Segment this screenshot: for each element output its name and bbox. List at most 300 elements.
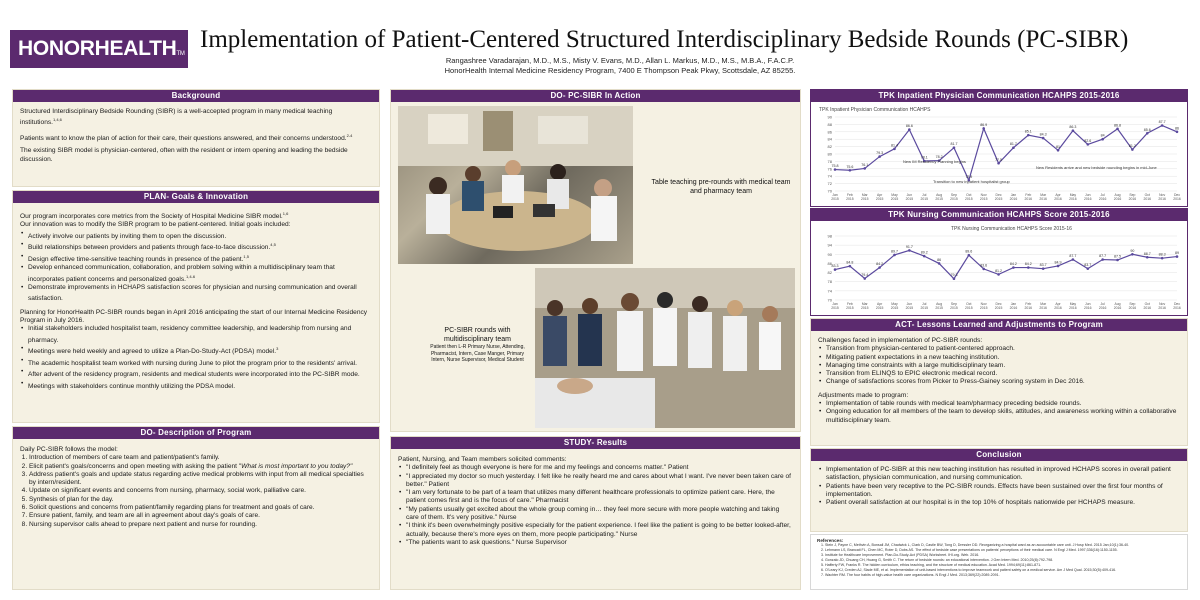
x-tick-label: 2015 <box>875 197 884 201</box>
x-tick-label: Sep <box>1129 302 1136 306</box>
in-action-section <box>390 89 801 432</box>
x-tick-label: 2015 <box>890 306 899 310</box>
list-item: • Patient overall satisfaction at our hospital is in the top 10% of hospitals nationwide per HCHAPS measure. <box>818 499 1180 507</box>
x-tick-label: Nov <box>980 302 987 306</box>
list-item: • "I appreciated my doctor so much yesterday. I felt like he really heard me and cares about what I want. I've never been taken care of better." Patient <box>398 473 793 490</box>
list-item: • "I think it's been overwhelmingly positive especially for the patient experience. I feel like the patient is going to be better looked-after, actually, because there's more eyes on them, more people participating." Nurse <box>398 522 793 539</box>
x-tick-label: Jun <box>1085 302 1091 306</box>
x-tick-label: May <box>891 193 898 197</box>
data-label: 78.2 <box>935 155 943 160</box>
list-item: 5. Synthesis of plan for the day. <box>29 496 372 504</box>
list-item: • The academic hospitalist team worked with nursing during June to pilot the program prior to the residents' arrival. <box>20 357 372 368</box>
list-item: 2. Elicit patient's goals/concerns and open meeting with asking the patient "What is most important to you today?" <box>29 463 372 471</box>
x-tick-label: 2015 <box>979 306 988 310</box>
physician-chart-section <box>810 89 1188 207</box>
x-tick-label: 2016 <box>1084 197 1092 201</box>
list-item: • "I am very fortunate to be part of a team that utilizes many different healthcare professionals to optimize patient care. Here, the patient comes first and is the focus of care." Pharmacist <box>398 489 793 506</box>
x-tick-label: Apr <box>876 302 883 306</box>
data-point <box>893 148 896 151</box>
data-point <box>1131 253 1134 256</box>
x-tick-label: Jun <box>906 193 913 197</box>
x-tick-label: 2015 <box>920 197 928 201</box>
plan-section <box>12 190 380 423</box>
x-tick-label: 2016 <box>1098 306 1107 310</box>
x-tick-label: 2016 <box>1173 306 1181 310</box>
data-label: 75.8 <box>831 164 839 169</box>
annotation-hospitalist-transition: Transition to new inpatient hospitalist group <box>933 179 1010 184</box>
do-description-heading: DO- Description of Program <box>13 427 379 439</box>
data-point <box>1012 146 1015 149</box>
x-tick-label: 2015 <box>846 197 854 201</box>
background-section <box>12 89 380 187</box>
data-point <box>938 262 941 265</box>
x-tick-label: Mar <box>861 302 868 306</box>
y-tick-label: 84 <box>827 136 832 142</box>
list-item: • Patients have been very receptive to the PC-SIBR rounds. Effects have been sustained over the first four months of implementation. <box>818 483 1180 500</box>
data-point <box>863 167 866 170</box>
x-tick-label: Jan <box>1010 193 1017 197</box>
data-point <box>1086 143 1089 146</box>
x-tick-label: Aug <box>936 193 943 197</box>
x-tick-label: 2016 <box>1054 306 1062 310</box>
data-label: 89.2 <box>920 250 928 255</box>
x-tick-label: 2016 <box>1024 306 1033 310</box>
study-section <box>390 436 801 590</box>
data-label: 79.3 <box>950 273 958 278</box>
data-label: 88.7 <box>1143 251 1151 256</box>
x-tick-label: Jul <box>922 193 927 197</box>
data-point <box>908 249 911 252</box>
data-point <box>1176 131 1179 134</box>
bedside-rounds-photo <box>535 268 795 428</box>
data-label: 81.7 <box>1009 142 1017 147</box>
x-tick-label: Feb <box>1025 302 1032 306</box>
y-tick-label: 98 <box>827 233 832 239</box>
caption-bedside-main: PC-SIBR rounds with multidisciplinary team <box>444 327 511 343</box>
x-tick-label: 2016 <box>1024 197 1033 201</box>
data-label: 84.8 <box>846 260 854 265</box>
data-point <box>1027 134 1030 137</box>
list-item: • Implementation of table rounds with medical team/pharmacy preceding bedside rounds. <box>818 400 1180 408</box>
data-label: 87.7 <box>1069 254 1077 259</box>
x-tick-label: 2015 <box>935 306 943 310</box>
x-tick-label: Jul <box>1100 193 1105 197</box>
x-tick-label: 2016 <box>1009 197 1018 201</box>
data-label: 86 <box>937 257 942 262</box>
data-label: 83.7 <box>1039 263 1047 268</box>
list-item: 4. Update on significant events and concerns from nursing, pharmacy, social work, palliative care. <box>29 487 372 495</box>
x-tick-label: Mar <box>1040 302 1047 306</box>
list-item: 3. Address patient's goals and update status regarding active medical problems with input from all medical specialties by intern/resident. <box>29 471 372 488</box>
data-point <box>1116 259 1119 262</box>
x-tick-label: 2016 <box>1158 306 1166 310</box>
x-tick-label: 2015 <box>831 197 839 201</box>
plan-heading: PLAN- Goals & Innovation <box>13 191 379 203</box>
quotes-list <box>398 464 793 547</box>
list-item: 5. Hafferty FW, Franks R. The hidden curriculum, ethics teaching, and the structure of medical education. Acad Med. 1994;69(11):861-871. <box>825 563 1181 568</box>
data-point <box>849 265 852 268</box>
y-tick-label: 74 <box>827 288 832 294</box>
data-label: 79.3 <box>876 151 884 156</box>
data-label: 84.9 <box>1054 260 1062 265</box>
x-tick-label: Dec <box>995 193 1002 197</box>
data-label: 91.7 <box>905 244 913 249</box>
x-tick-label: Nov <box>980 193 987 197</box>
x-tick-label: 2015 <box>935 197 943 201</box>
list-item: • Develop enhanced communication, collaboration, and problem solving within a multidisciplinary team that incorporates patient concerns and personalized goals.$^{1,4-6}$ <box>20 264 372 284</box>
x-tick-label: 2015 <box>920 306 928 310</box>
y-tick-label: 88 <box>827 121 832 127</box>
background-p2: Patients want to know the plan of action for their care, their questions answered, and their concerns understood.$^{2-4}$ <box>20 132 353 142</box>
data-label: 87.7 <box>1158 120 1166 125</box>
references-section <box>810 534 1188 590</box>
data-point <box>1116 128 1119 131</box>
data-label: 85.1 <box>1024 129 1032 134</box>
x-tick-label: 2015 <box>890 197 899 201</box>
x-tick-label: Jul <box>922 302 927 306</box>
data-point <box>1146 256 1149 259</box>
study-intro: Patient, Nursing, and Team members solicited comments: <box>398 456 567 463</box>
list-item: • "The patients want to ask questions." Nurse Supervisor <box>398 539 793 547</box>
list-item: • "My patients usually get excited about the whole group coming in… they feel more secure with more people watching and taking care of them. It's very positive." Nurse <box>398 506 793 523</box>
data-label: 77.5 <box>995 157 1003 162</box>
x-tick-label: 2016 <box>1098 197 1107 201</box>
x-tick-label: Apr <box>1055 193 1061 197</box>
data-point <box>968 254 971 257</box>
y-tick-label: 86 <box>827 129 832 135</box>
list-item: • Implementation of PC-SIBR at this new teaching institution has resulted in improved HCHAPS scores in overall patient satisfaction, physician communication, and nursing communication. <box>818 466 1180 483</box>
data-point <box>1101 138 1104 141</box>
x-tick-label: 2016 <box>1009 306 1018 310</box>
plan-intro2: Our innovation was to modify the SIBR program to be patient-centered. Initial goals included: <box>20 221 291 229</box>
data-point <box>923 255 926 258</box>
data-point <box>1012 266 1015 269</box>
list-item: 6. Solicit questions and concerns from patient/family regarding plans for treatment and goals of care. <box>29 504 372 512</box>
data-point <box>1161 124 1164 127</box>
author-block <box>200 56 1040 76</box>
goals-list <box>20 230 372 304</box>
logo-text: HONORHEALTH <box>18 37 177 60</box>
y-tick-label: 82 <box>827 270 832 276</box>
do-description-section <box>12 426 380 590</box>
x-tick-label: 2015 <box>979 197 988 201</box>
data-label: 84.3 <box>1039 132 1047 137</box>
data-label: 75.6 <box>846 164 854 169</box>
list-item: 4. Gonzalo JD, Chuang CH, Huang G, Smith C. The return of bedside rounds: an educational intervention. J Gen Intern Med. 2010;25(8):792-798. <box>825 558 1181 563</box>
x-tick-label: Apr <box>876 193 883 197</box>
list-item: • Design effective time-sensitive teaching rounds in presence of the patient.$^{1,5}$ <box>20 253 372 264</box>
x-tick-label: 2016 <box>1054 197 1062 201</box>
data-point <box>1072 129 1075 132</box>
data-point <box>878 155 881 158</box>
data-point <box>982 127 985 130</box>
y-tick-label: 70 <box>827 297 832 303</box>
list-item: 1. Introduction of members of care team and patient/patient's family. <box>29 454 372 462</box>
x-tick-label: Jun <box>1085 193 1091 197</box>
challenges-intro: Challenges faced in implementation of PC-SIBR rounds: <box>818 337 983 344</box>
challenges-list <box>818 345 1180 386</box>
list-item: • Meetings with stakeholders continue monthly utilizing the PDSA model. <box>20 380 372 391</box>
x-tick-label: Aug <box>1114 193 1121 197</box>
x-tick-label: 2016 <box>1113 197 1122 201</box>
x-tick-label: Jan <box>1010 302 1017 306</box>
x-tick-label: Dec <box>1173 302 1181 306</box>
x-tick-label: 2015 <box>905 197 914 201</box>
x-tick-label: Dec <box>995 302 1002 306</box>
x-tick-label: 2015 <box>965 197 973 201</box>
x-tick-label: 2016 <box>1128 197 1137 201</box>
x-tick-label: 2015 <box>965 306 973 310</box>
photo-illustration <box>398 106 633 264</box>
data-label: 81 <box>1056 144 1061 149</box>
x-tick-label: Oct <box>966 193 972 197</box>
data-point <box>1176 255 1179 258</box>
list-item: • Transition from ELINQS to EPIC electronic medical record. <box>818 370 1180 378</box>
data-point <box>953 277 956 280</box>
steps-list <box>20 325 372 391</box>
list-item: 7. Wachter RM. The four habits of high-value health care organizations. N Engl J Med. 2013;369(22):2089-2091. <box>825 573 1181 578</box>
x-tick-label: 2015 <box>950 197 958 201</box>
data-label: 88.3 <box>1158 252 1166 257</box>
y-tick-label: 82 <box>827 144 832 150</box>
data-label: 81.7 <box>950 142 958 147</box>
list-item: 6. O'Leary KJ, Creden AJ, Slade ME, et al. Implementation of unit-based interventions to improve teamwork and patient safety on a medical service. Am J Med Qual. 2015;30(5):409-416. <box>825 568 1181 573</box>
in-action-heading: DO- PC-SIBR In Action <box>391 90 800 102</box>
affiliation: HonorHealth Internal Medicine Residency Program, 7400 E Thompson Peak Pkwy, Scottsdale, AZ 85255. <box>444 66 796 75</box>
data-point <box>1057 149 1060 152</box>
list-item: • "I definitely feel as though everyone is here for me and my feelings and concerns matter." Patient <box>398 464 793 472</box>
x-tick-label: 2016 <box>1128 306 1137 310</box>
act-body <box>811 331 1187 429</box>
data-label: 87.7 <box>1099 254 1107 259</box>
data-label: 83.3 <box>831 264 839 269</box>
background-body <box>13 102 379 172</box>
x-tick-label: 2016 <box>1143 306 1152 310</box>
physician-line-chart <box>811 103 1187 207</box>
do-description-body <box>13 439 379 533</box>
photo-illustration <box>535 268 795 428</box>
data-label: 81.2 <box>995 268 1003 273</box>
list-item: 7. Ensure patient, family, and team are all in agreement about day's goals of care. <box>29 512 372 520</box>
x-tick-label: Jan <box>832 193 838 197</box>
study-heading: STUDY- Results <box>391 437 800 449</box>
data-point <box>1057 265 1060 268</box>
annotation-residency-planning: New IM Residency Planning begins <box>903 159 966 164</box>
y-tick-label: 94 <box>827 242 832 248</box>
chart-inner-title: TPK Nursing Communication HCAHPS Score 2015-16 <box>951 226 1072 232</box>
x-tick-label: 2015 <box>860 197 869 201</box>
data-label: 79.4 <box>861 273 869 278</box>
x-tick-label: Feb <box>846 302 853 306</box>
adjustments-list <box>818 400 1180 425</box>
nursing-chart-heading: TPK Nursing Communication HCAHPS Score 2015-2016 <box>811 209 1187 221</box>
conclusion-section <box>810 448 1188 532</box>
data-point <box>1161 257 1164 260</box>
x-tick-label: 2016 <box>1069 306 1077 310</box>
act-heading: ACT- Lessons Learned and Adjustments to Program <box>811 319 1187 331</box>
do-steps <box>20 454 372 529</box>
x-tick-label: 2015 <box>950 306 958 310</box>
x-tick-label: 2016 <box>1039 197 1047 201</box>
data-label: 86 <box>1175 126 1179 131</box>
caption-table-teaching: Table teaching pre-rounds with medical team and pharmacy team <box>651 179 791 195</box>
annotation-new-residents: New Residents arrive and new bedside rounding begins in mid-June <box>1036 165 1157 170</box>
list-item: • Managing time constraints with a large multidisciplinary team. <box>818 362 1180 370</box>
data-point <box>1042 267 1045 270</box>
data-point <box>1072 258 1075 261</box>
x-tick-label: 2016 <box>1069 197 1077 201</box>
list-item: • After advent of the residency program, residents and medical students were incorporated into the PC-SIBR mode. <box>20 368 372 379</box>
y-tick-label: 80 <box>827 151 832 157</box>
conclusion-list <box>818 466 1180 507</box>
chart-inner-title: TPK Inpatient Physician Communication HCAHPS <box>819 107 931 113</box>
list-item: • Transition from physician-centered to patient-centered approach. <box>818 345 1180 353</box>
x-tick-label: Jan <box>832 302 838 306</box>
x-tick-label: May <box>891 302 898 306</box>
x-tick-label: Sep <box>950 193 957 197</box>
x-tick-label: Mar <box>1040 193 1047 197</box>
x-tick-label: Sep <box>950 302 957 306</box>
background-p3: The existing SIBR model is physician-centered, often with the resident or intern opening and leading the bedside discussion. <box>20 147 348 163</box>
data-label: 84.2 <box>1024 262 1032 267</box>
act-section <box>810 318 1188 446</box>
x-tick-label: May <box>1069 302 1077 306</box>
x-tick-label: 2016 <box>1143 197 1152 201</box>
authors: Rangashree Varadarajan, M.D., M.S., Misty V. Evans, M.D., Allan L. Markus, M.D., M.S., M.B.A., F.A.C.P. <box>445 56 795 65</box>
x-tick-label: Nov <box>1159 302 1166 306</box>
data-point <box>997 162 1000 165</box>
list-item: • Actively involve our patients by inviting them to open the discussion. <box>20 230 372 241</box>
list-item: • Change of satisfactions scores from Picker to Press-Gainey scoring system in Dec 2016. <box>818 378 1180 386</box>
data-point <box>982 268 985 271</box>
x-tick-label: Jul <box>1100 302 1105 306</box>
data-label: 84.2 <box>876 262 884 267</box>
adjustments-intro: Adjustments made to program: <box>818 391 909 399</box>
list-item: 8. Nursing supervisor calls ahead to prepare next patient and nurse for rounding. <box>29 521 372 529</box>
x-tick-label: 2016 <box>1173 197 1181 201</box>
list-item: • Meetings were held weekly and agreed to utilize a Plan-Do-Study-Act (PDSA) model.$^3$ <box>20 345 372 356</box>
y-tick-label: 72 <box>827 181 832 187</box>
conclusion-body <box>811 461 1187 511</box>
caption-bedside-detail: Patient then L-R Primary Nurse, Attending, Pharmacist, Intern, Case Manger, Primary Intern, Nurse Supervisor, Medical Student <box>430 344 525 363</box>
conclusion-heading: Conclusion <box>811 449 1187 461</box>
x-tick-label: Feb <box>846 193 853 197</box>
data-label: 89.7 <box>890 249 898 254</box>
data-label: 82.6 <box>1084 138 1092 143</box>
study-body <box>391 449 800 551</box>
y-tick-label: 76 <box>827 166 832 172</box>
x-tick-label: 2015 <box>875 306 884 310</box>
data-point <box>878 266 881 269</box>
y-tick-label: 78 <box>827 158 832 164</box>
x-tick-label: Aug <box>936 302 943 306</box>
data-label: 72.9 <box>965 174 973 179</box>
y-tick-label: 90 <box>827 251 832 257</box>
x-tick-label: Feb <box>1025 193 1032 197</box>
data-point <box>1027 266 1030 269</box>
data-point <box>834 168 837 171</box>
y-tick-label: 74 <box>827 173 832 179</box>
y-tick-label: 86 <box>827 260 832 266</box>
data-label: 89.6 <box>965 249 973 254</box>
references-heading: References: <box>817 538 844 543</box>
data-label: 90 <box>1130 248 1135 253</box>
x-tick-label: Oct <box>966 302 972 306</box>
data-label: 87.5 <box>1114 254 1122 259</box>
data-point <box>1042 137 1045 140</box>
x-tick-label: 2015 <box>905 306 914 310</box>
x-tick-label: Aug <box>1114 302 1121 306</box>
x-tick-label: May <box>1069 193 1077 197</box>
x-tick-label: 2015 <box>994 197 1003 201</box>
list-item: 3. Institute for Healthcare Improvement. Plan-Do-Study-Act (PDSA) Worksheet. IHI.org. Web. 2016. <box>825 553 1181 558</box>
data-point <box>1131 148 1134 151</box>
list-item: • Build relationships between providers and patients through face-to-face discussion.$^{4,5}$ <box>20 241 372 252</box>
series-line <box>835 250 1177 278</box>
references-body <box>811 535 1187 581</box>
x-tick-label: 2016 <box>1084 306 1092 310</box>
plan-body <box>13 203 379 395</box>
data-point <box>953 146 956 149</box>
x-tick-label: Oct <box>1144 193 1150 197</box>
data-point <box>834 268 837 271</box>
data-point <box>997 273 1000 276</box>
data-point <box>1101 258 1104 261</box>
x-tick-label: Oct <box>1144 302 1150 306</box>
do-intro: Daily PC-SIBR follows the model: <box>20 446 118 453</box>
x-tick-label: 2015 <box>860 306 869 310</box>
data-label: 83.6 <box>980 263 988 268</box>
y-tick-label: 70 <box>827 188 832 194</box>
plan-intro: Our program incorporates core metrics from the Society of Hospital Medicine SIBR model.$^{1,6}$ <box>20 211 289 221</box>
data-point <box>1146 132 1149 135</box>
x-tick-label: Nov <box>1159 193 1166 197</box>
logo-tm: TM <box>176 51 185 57</box>
data-point <box>893 254 896 257</box>
data-label: 83.7 <box>1084 263 1092 268</box>
x-tick-label: Jun <box>906 302 913 306</box>
x-tick-label: 2016 <box>1158 197 1166 201</box>
data-label: 84.2 <box>1009 262 1017 267</box>
data-label: 84 <box>1100 133 1105 138</box>
references-list <box>817 543 1181 578</box>
list-item: 1. Stein J, Payne C, Methvin A, Bonsall JM, Chadwick L, Clark D, Castle BW, Tong D, Dressler DD. Reorganizing a hospital ward as an accountable care unit. J Hosp Med. 2015 Jan;10(1):36-40. <box>825 543 1181 548</box>
caption-bedside-rounds <box>425 326 530 364</box>
list-item: • Mitigating patient expectations in a new teaching institution. <box>818 354 1180 362</box>
data-point <box>1086 267 1089 270</box>
list-item: 2. Lehmann LS, Brancati FL, Chen MC, Roter D, Dobs AS. The effect of bedside case presentations on patients' perceptions of their medical care. N Engl J Med. 1997;336(16):1150-1155. <box>825 548 1181 553</box>
data-label: 86.3 <box>1069 125 1077 130</box>
x-tick-label: 2015 <box>846 306 854 310</box>
nursing-chart-section <box>810 208 1188 316</box>
x-tick-label: 2016 <box>1039 306 1047 310</box>
data-label: 89 <box>1175 251 1179 256</box>
list-item: • Initial stakeholders included hospitalist team, residency committee leadership, and leadership from nursing and pharmacy. <box>20 325 372 345</box>
data-label: 85.6 <box>1143 127 1151 132</box>
list-item: • Ongoing education for all members of the team to develop skills, attitudes, and awareness working within a collaborative multidisciplinary team. <box>818 408 1180 425</box>
physician-chart-heading: TPK Inpatient Physician Communication HCAHPS 2015-2016 <box>811 90 1187 102</box>
x-tick-label: Dec <box>1173 193 1181 197</box>
data-label: 86.9 <box>980 122 988 127</box>
background-heading: Background <box>13 90 379 102</box>
x-tick-label: 2016 <box>1113 306 1122 310</box>
y-tick-label: 90 <box>827 114 832 120</box>
data-label: 81.2 <box>1128 144 1136 149</box>
data-label: 86.8 <box>1114 123 1122 128</box>
data-point <box>908 128 911 131</box>
data-label: 78.1 <box>920 155 928 160</box>
x-tick-label: Sep <box>1129 193 1136 197</box>
